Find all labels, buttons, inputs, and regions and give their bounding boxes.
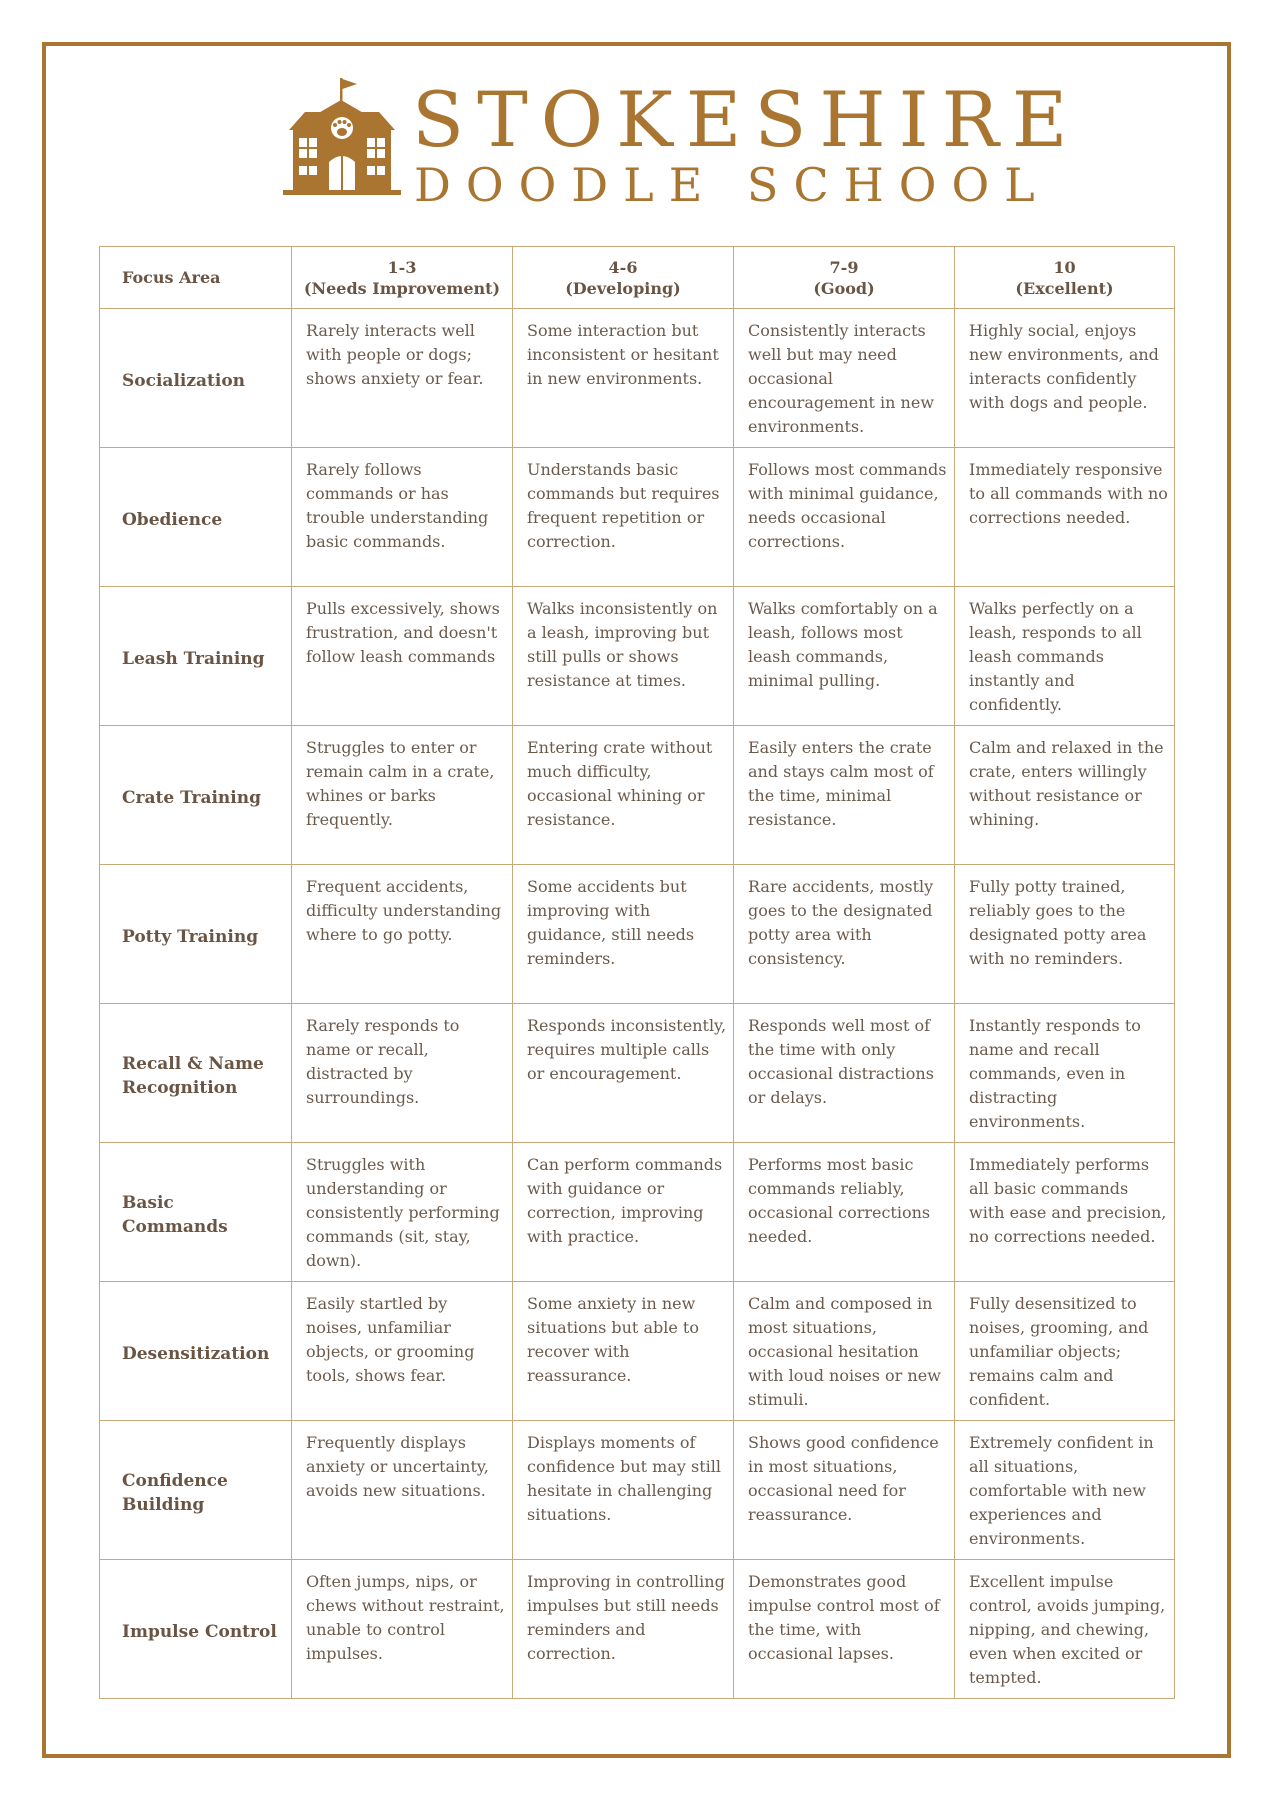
header bbox=[0, 70, 1273, 210]
focus-area-label: Socialization bbox=[100, 309, 292, 448]
rubric-cell: Consistently interacts well but may need occasional encouragement in new environments. bbox=[734, 309, 955, 448]
rubric-cell: Some interaction but inconsistent or hesitant in new environments. bbox=[513, 309, 734, 448]
rubric-cell: Pulls excessively, shows frustration, and doesn't follow leash commands bbox=[292, 587, 513, 726]
focus-area-label: Leash Training bbox=[100, 587, 292, 726]
rubric-cell: Entering crate without much difficulty, occasional whining or resistance. bbox=[513, 726, 734, 865]
rubric-cell: Demonstrates good impulse control most of the time, with occasional lapses. bbox=[734, 1560, 955, 1699]
rubric-cell: Frequent accidents, difficulty understanding where to go potty. bbox=[292, 865, 513, 1004]
rubric-cell: Calm and relaxed in the crate, enters willingly without resistance or whining. bbox=[955, 726, 1175, 865]
rubric-cell: Often jumps, nips, or chews without restraint, unable to control impulses. bbox=[292, 1560, 513, 1699]
rubric-cell: Rare accidents, mostly goes to the designated potty area with consistency. bbox=[734, 865, 955, 1004]
rubric-cell: Follows most commands with minimal guidance, needs occasional corrections. bbox=[734, 448, 955, 587]
rubric-cell: Instantly responds to name and recall commands, even in distracting environments. bbox=[955, 1004, 1175, 1143]
table-row bbox=[100, 865, 1175, 1004]
rubric-cell: Understands basic commands but requires frequent repetition or correction. bbox=[513, 448, 734, 587]
rubric-table bbox=[99, 246, 1175, 1699]
header-level-7-9: 7-9 (Good) bbox=[734, 247, 955, 309]
rubric-cell: Immediately performs all basic commands with ease and precision, no corrections needed. bbox=[955, 1143, 1175, 1282]
rubric-cell: Performs most basic commands reliably, occasional corrections needed. bbox=[734, 1143, 955, 1282]
table-row bbox=[100, 1143, 1175, 1282]
focus-area-label: Basic Commands bbox=[100, 1143, 292, 1282]
rubric-cell: Fully desensitized to noises, grooming, and unfamiliar objects; remains calm and confident. bbox=[955, 1282, 1175, 1421]
rubric-cell: Responds well most of the time with only occasional distractions or delays. bbox=[734, 1004, 955, 1143]
rubric-cell: Can perform commands with guidance or correction, improving with practice. bbox=[513, 1143, 734, 1282]
rubric-cell: Rarely interacts well with people or dogs; shows anxiety or fear. bbox=[292, 309, 513, 448]
school-house-paw-icon bbox=[283, 76, 401, 202]
focus-area-label: Obedience bbox=[100, 448, 292, 587]
table-row bbox=[100, 1282, 1175, 1421]
rubric-cell: Responds inconsistently, requires multiple calls or encouragement. bbox=[513, 1004, 734, 1143]
brand-title: STOKESHIRE bbox=[412, 75, 1081, 164]
table-row bbox=[100, 587, 1175, 726]
table-row bbox=[100, 1421, 1175, 1560]
rubric-cell: Walks comfortably on a leash, follows most leash commands, minimal pulling. bbox=[734, 587, 955, 726]
header-level-4-6: 4-6 (Developing) bbox=[513, 247, 734, 309]
table-row bbox=[100, 309, 1175, 448]
header-row bbox=[100, 247, 1175, 309]
table-row bbox=[100, 1004, 1175, 1143]
focus-area-label: Recall & Name Recognition bbox=[100, 1004, 292, 1143]
rubric-cell: Excellent impulse control, avoids jumping, nipping, and chewing, even when excited or tempted. bbox=[955, 1560, 1175, 1699]
rubric-cell: Easily startled by noises, unfamiliar objects, or grooming tools, shows fear. bbox=[292, 1282, 513, 1421]
header-level-1-3: 1-3 (Needs Improvement) bbox=[292, 247, 513, 309]
rubric-cell: Improving in controlling impulses but still needs reminders and correction. bbox=[513, 1560, 734, 1699]
rubric-cell: Displays moments of confidence but may still hesitate in challenging situations. bbox=[513, 1421, 734, 1560]
focus-area-label: Potty Training bbox=[100, 865, 292, 1004]
rubric-cell: Struggles to enter or remain calm in a crate, whines or barks frequently. bbox=[292, 726, 513, 865]
rubric-cell: Shows good confidence in most situations, occasional need for reassurance. bbox=[734, 1421, 955, 1560]
rubric-cell: Walks inconsistently on a leash, improving but still pulls or shows resistance at times. bbox=[513, 587, 734, 726]
table-row bbox=[100, 726, 1175, 865]
table-row bbox=[100, 448, 1175, 587]
rubric-cell: Some accidents but improving with guidance, still needs reminders. bbox=[513, 865, 734, 1004]
rubric-cell: Frequently displays anxiety or uncertainty, avoids new situations. bbox=[292, 1421, 513, 1560]
rubric-cell: Extremely confident in all situations, comfortable with new experiences and environments. bbox=[955, 1421, 1175, 1560]
rubric-cell: Struggles with understanding or consistently performing commands (sit, stay, down). bbox=[292, 1143, 513, 1282]
rubric-cell: Walks perfectly on a leash, responds to all leash commands instantly and confidently. bbox=[955, 587, 1175, 726]
focus-area-label: Crate Training bbox=[100, 726, 292, 865]
header-level-10: 10 (Excellent) bbox=[955, 247, 1175, 309]
rubric-cell: Highly social, enjoys new environments, and interacts confidently with dogs and people. bbox=[955, 309, 1175, 448]
rubric-cell: Some anxiety in new situations but able to recover with reassurance. bbox=[513, 1282, 734, 1421]
table-row bbox=[100, 1560, 1175, 1699]
rubric-cell: Fully potty trained, reliably goes to the designated potty area with no reminders. bbox=[955, 865, 1175, 1004]
focus-area-label: Confidence Building bbox=[100, 1421, 292, 1560]
header-focus-area: Focus Area bbox=[100, 247, 292, 309]
brand-subtitle: DOODLE SCHOOL bbox=[414, 158, 1050, 212]
rubric-cell: Rarely follows commands or has trouble understanding basic commands. bbox=[292, 448, 513, 587]
focus-area-label: Desensitization bbox=[100, 1282, 292, 1421]
focus-area-label: Impulse Control bbox=[100, 1560, 292, 1699]
rubric-cell: Calm and composed in most situations, occasional hesitation with loud noises or new stimuli. bbox=[734, 1282, 955, 1421]
rubric-cell: Easily enters the crate and stays calm most of the time, minimal resistance. bbox=[734, 726, 955, 865]
rubric-cell: Immediately responsive to all commands with no corrections needed. bbox=[955, 448, 1175, 587]
rubric-cell: Rarely responds to name or recall, distracted by surroundings. bbox=[292, 1004, 513, 1143]
